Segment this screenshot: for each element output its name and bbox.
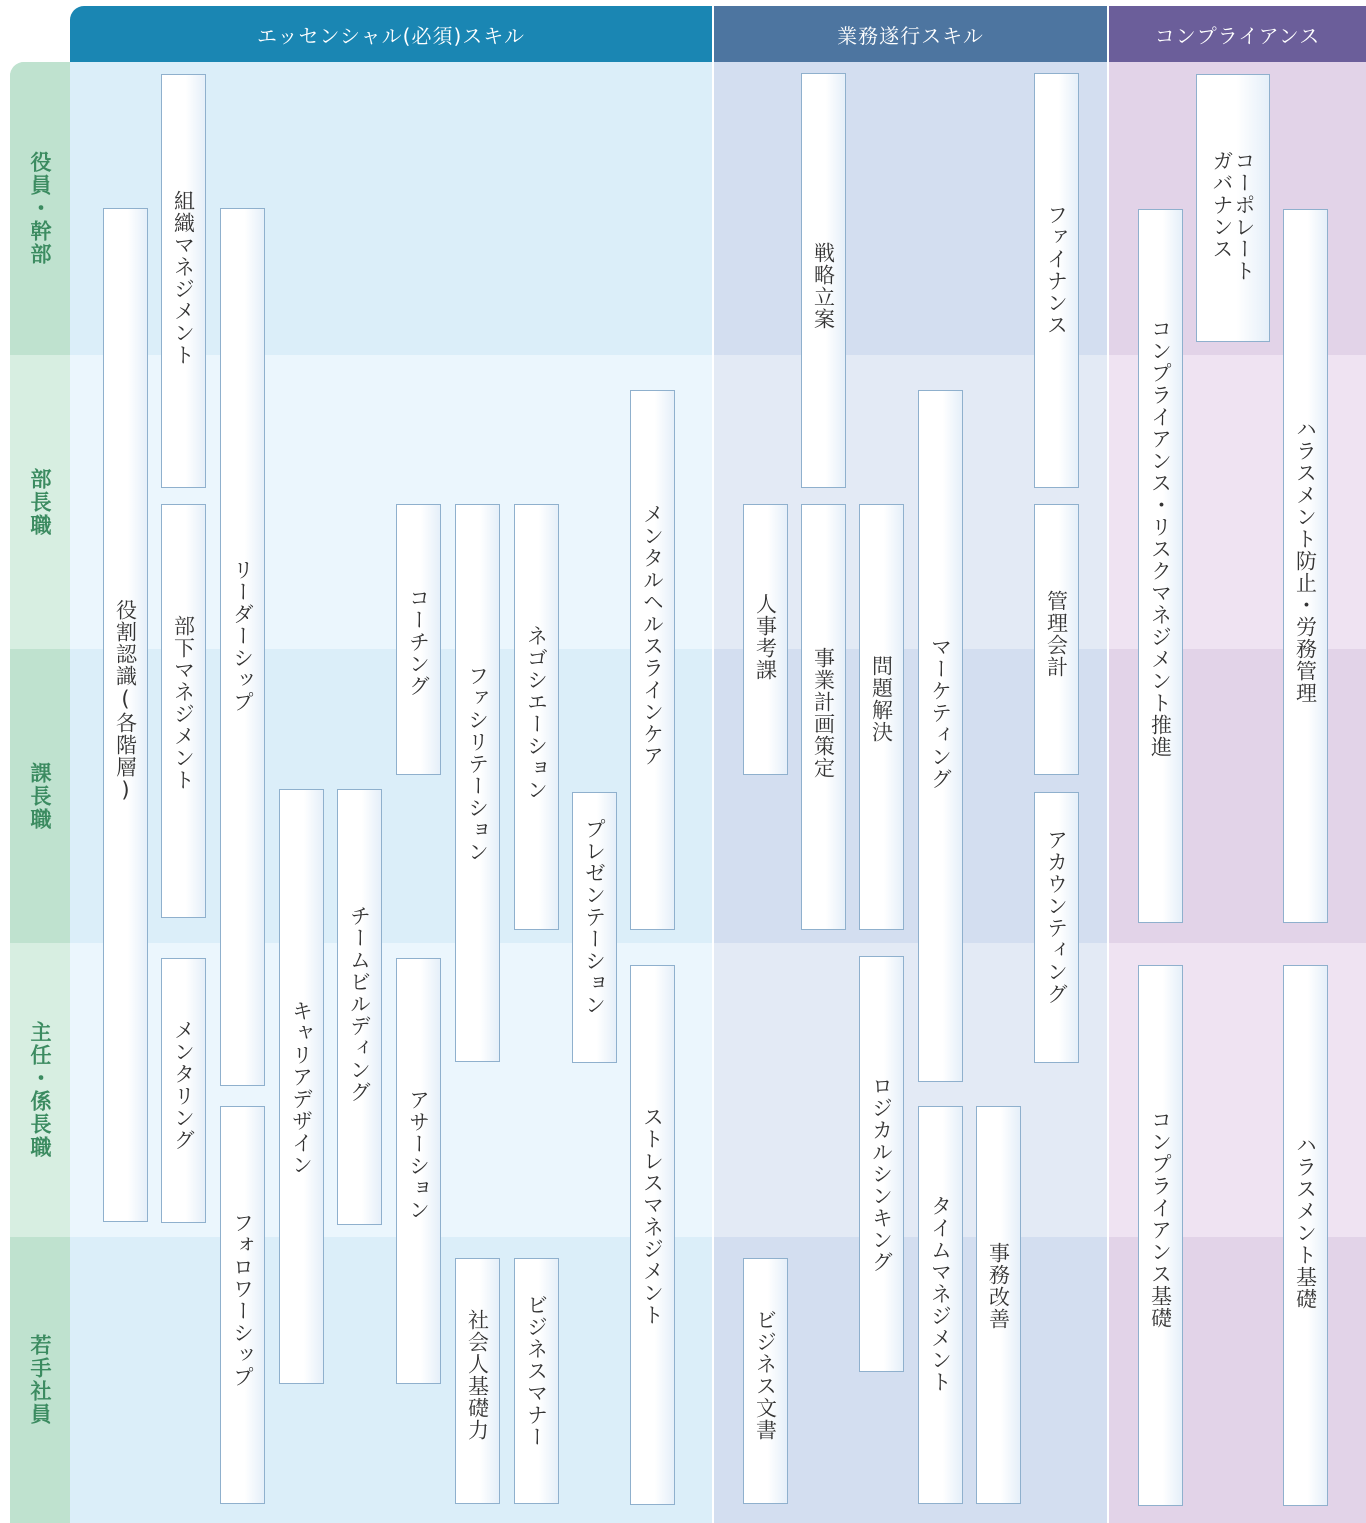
level-section-chief [10, 649, 70, 943]
skill-career-design-label: キャリアデザイン [289, 1000, 314, 1176]
skill-office-improvement [976, 1106, 1021, 1504]
skill-coaching-label: コーチング [406, 587, 431, 697]
skill-accounting-label: アカウンティング [1044, 829, 1069, 1005]
header-essential-label: エッセンシャル(必須)スキル [256, 23, 526, 48]
skill-role-awareness [103, 208, 148, 1222]
skill-corporate-governance-label: コーポレート ガバナンス [1210, 150, 1257, 282]
skill-team-building-label: チームビルディング [347, 905, 372, 1103]
level-department-head-label: 部長職 [28, 467, 52, 537]
skill-business-writing-label: ビジネス文書 [753, 1309, 778, 1441]
level-section-chief-label: 課長職 [28, 761, 52, 831]
skill-personnel-evaluation [743, 504, 788, 775]
skill-role-awareness-label: 役割認識(各階層) [113, 599, 138, 803]
divider-essential-business [712, 6, 714, 1523]
skill-office-improvement-label: 事務改善 [986, 1242, 1011, 1330]
skill-stress-management-label: ストレスマネジメント [640, 1106, 665, 1326]
skill-accounting [1034, 792, 1079, 1063]
skill-career-design [279, 789, 324, 1384]
skill-problem-solving-label: 問題解決 [869, 655, 894, 743]
skill-corporate-governance [1196, 74, 1270, 342]
skill-mentoring [161, 958, 206, 1223]
skill-negotiation [514, 504, 559, 930]
skill-logical-thinking-label: ロジカルシンキング [869, 1075, 894, 1273]
level-department-head [10, 355, 70, 649]
skill-marketing [918, 390, 963, 1082]
skill-negotiation-label: ネゴシエーション [524, 625, 549, 801]
skill-marketing-label: マーケティング [928, 636, 953, 790]
skill-leadership [220, 208, 265, 1086]
skill-business-plan-label: 事業計画策定 [811, 647, 836, 779]
skill-management-accounting [1034, 504, 1079, 775]
skill-business-writing [743, 1258, 788, 1504]
header-compliance-label: コンプライアンス [1154, 23, 1321, 48]
header-compliance [1109, 6, 1366, 62]
skill-problem-solving [859, 504, 904, 930]
skill-mental-health-line-care [630, 390, 675, 930]
skill-finance-label: ファイナンス [1044, 204, 1069, 336]
skill-leadership-label: リーダーシップ [230, 559, 255, 713]
skill-presentation-label: プレゼンテーション [582, 818, 607, 1016]
skill-facilitation-label: ファシリテーション [465, 665, 490, 863]
skill-followership [220, 1106, 265, 1504]
divider-business-compliance [1107, 6, 1109, 1523]
skill-compliance-basics-label: コンプライアンス基礎 [1148, 1109, 1173, 1329]
level-junior-label: 若手社員 [28, 1334, 52, 1426]
skill-team-building [337, 789, 382, 1225]
level-supervisor-label: 主任・係長職 [28, 1021, 52, 1159]
skill-compliance-risk-management-label: コンプライアンス・リスクマネジメント推進 [1148, 318, 1173, 758]
header-business-label: 業務遂行スキル [837, 23, 984, 48]
header-business [714, 6, 1107, 62]
skill-subordinate-management-label: 部下マネジメント [171, 615, 196, 791]
skill-business-manners [514, 1258, 559, 1504]
skill-harassment-prevention-label: ハラスメント防止・労務管理 [1293, 418, 1318, 704]
skill-logical-thinking [859, 956, 904, 1372]
skill-harassment-prevention [1283, 209, 1328, 923]
skill-personnel-evaluation-label: 人事考課 [753, 593, 778, 681]
skill-facilitation [455, 504, 500, 1062]
skill-management-accounting-label: 管理会計 [1044, 590, 1069, 678]
header-essential [70, 6, 712, 62]
level-executive-label: 役員・幹部 [28, 151, 52, 266]
skill-subordinate-management [161, 504, 206, 918]
skill-presentation [572, 792, 617, 1063]
skill-strategic-planning-label: 戦略立案 [811, 242, 836, 330]
skill-compliance-risk-management [1138, 209, 1183, 923]
skill-time-management-label: タイムマネジメント [928, 1195, 953, 1393]
skill-time-management [918, 1106, 963, 1504]
skill-strategic-planning [801, 73, 846, 488]
level-executive [10, 62, 70, 355]
skill-basic-working-ability-label: 社会人基礎力 [465, 1309, 490, 1441]
skill-harassment-basics [1283, 965, 1328, 1506]
skill-mental-health-line-care-label: メンタルヘルスラインケア [640, 503, 665, 767]
skill-organization-management-label: 組織マネジメント [171, 190, 196, 366]
skill-coaching [396, 504, 441, 775]
skill-basic-working-ability [455, 1258, 500, 1504]
skill-assertion [396, 958, 441, 1384]
level-junior [10, 1237, 70, 1523]
skill-business-plan [801, 504, 846, 930]
skill-finance [1034, 73, 1079, 488]
skill-business-manners-label: ビジネスマナー [524, 1294, 549, 1448]
band-essential-5 [70, 1237, 712, 1523]
skill-harassment-basics-label: ハラスメント基礎 [1293, 1134, 1318, 1310]
level-supervisor [10, 943, 70, 1237]
skill-stress-management [630, 965, 675, 1505]
skill-mentoring-label: メンタリング [171, 1019, 196, 1151]
skill-organization-management [161, 74, 206, 488]
skill-followership-label: フォロワーシップ [230, 1212, 255, 1388]
skill-compliance-basics [1138, 965, 1183, 1506]
skill-assertion-label: アサーション [406, 1089, 431, 1221]
